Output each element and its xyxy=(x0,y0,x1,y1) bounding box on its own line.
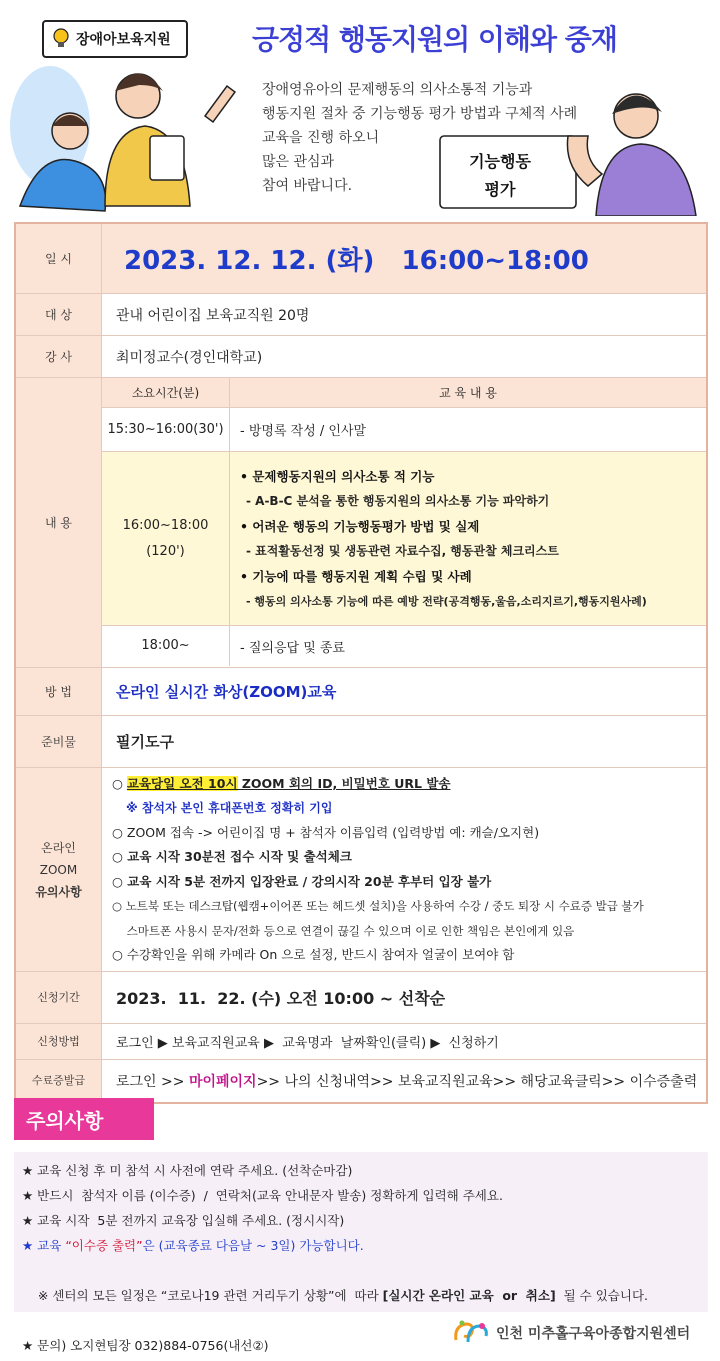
footer xyxy=(452,1318,690,1348)
row-instructor xyxy=(16,336,706,378)
caution-item: ★ 교육 시작 5분 전까지 교육장 입실해 주세요. (정시시작) xyxy=(22,1213,345,1228)
zoom-notice-list xyxy=(102,768,706,971)
label-content: 내 용 xyxy=(16,378,102,667)
row-content xyxy=(16,378,706,668)
notice-highlight: 교육당일 오전 10시 xyxy=(126,775,238,791)
label-certificate: 수료증발급 xyxy=(16,1060,102,1102)
notice-item-cont: 스마트폰 사용시 문자/전화 등으로 연결이 끊길 수 있으며 이로 인한 책임은 본인에게 있음 xyxy=(112,923,575,938)
value-certificate: 로그인 >> 마이페이지 >> 나의 신청내역>> 보육교직원교육>> 해당교육클릭>> 이수증출력 xyxy=(102,1060,706,1102)
value-apply-method: 로그인 ▶ 보육교직원교육 ▶ 교육명과 날짜확인(클릭) ▶ 신청하기 xyxy=(116,1036,499,1051)
row-zoom-notice xyxy=(16,768,706,972)
topic-subitem: - 행동의 의사소통 기능에 따른 예방 전략(공격행동,울음,소리지르기,행동지원사례) xyxy=(246,594,647,608)
mypage-highlight: 마이페이지 xyxy=(188,1074,257,1090)
intro-line: 참여 바랍니다. xyxy=(262,178,353,194)
page-title: 긍정적 행동지원의 이해와 중재 xyxy=(252,23,617,56)
time-range: 16:00~18:00 xyxy=(122,517,209,533)
value-instructor: 최미정교수(경인대학교) xyxy=(116,349,263,366)
lightbulb-icon xyxy=(52,28,70,50)
topic-subitem: - A-B-C 분석을 통한 행동지원의 의사소통 기능 파악하기 xyxy=(246,493,550,508)
topic-item: • 기능에 따를 행동지원 계획 수립 및 사례 xyxy=(240,568,472,584)
row-period xyxy=(16,972,706,1024)
row-target xyxy=(16,294,706,336)
schedule-content xyxy=(230,452,706,625)
intro-line: 장애영유아의 문제행동의 의사소통적 기능과 xyxy=(262,82,533,98)
schedule-row xyxy=(102,408,706,452)
sign-line: 평가 xyxy=(484,180,516,199)
sign-line: 기능행동 xyxy=(469,152,531,171)
center-logo-icon xyxy=(452,1318,490,1348)
schedule-header xyxy=(102,378,706,408)
label-target: 대 상 xyxy=(16,294,102,335)
sign-text xyxy=(440,148,560,204)
presenter-illustration xyxy=(566,86,720,216)
badge-label: 장애아보육지원 xyxy=(76,32,171,48)
caution-item: ★ 문의) 오지현팀장 032)884-0756(내선②) xyxy=(22,1338,269,1353)
organization-name: 인천 미추홀구육아종합지원센터 xyxy=(496,1326,691,1342)
caution-item: ★ 교육 “이수증 출력”은 (교육종료 다음날 ~ 3일) 가능합니다. xyxy=(22,1238,364,1253)
caution-item: ※ 센터의 모든 일정은 “코로나19 관련 거리두기 상황”에 따라 [실시간 온라인 교육 or 취소] 될 수 있습니다. xyxy=(37,1288,648,1303)
intro-line: 많은 관심과 xyxy=(262,154,335,170)
schedule-content: - 방명록 작성 / 인사말 xyxy=(240,424,367,439)
label-supplies: 준비물 xyxy=(16,716,102,767)
notice-item: ○ ZOOM 접속 -> 어린이집 명 + 참석자 이름입력 (입력방법 예: 캐슬/오지현) xyxy=(112,824,540,840)
row-date xyxy=(16,224,706,294)
row-apply-method xyxy=(16,1024,706,1060)
label-zoom-notice xyxy=(16,768,102,971)
content-schedule xyxy=(102,378,706,667)
notice-item: ○ 교육 시작 30분전 접수 시작 및 출석체크 xyxy=(112,849,352,864)
notice-item: ○ 수강확인을 위해 카메라 On 으로 설정, 반드시 참여자 얼굴이 보여야 함 xyxy=(112,947,515,962)
intro-line: 교육을 진행 하오니 xyxy=(262,130,380,146)
category-badge xyxy=(42,20,188,58)
teachers-illustration xyxy=(0,56,250,216)
value-method: 온라인 실시간 화상(ZOOM)교육 xyxy=(116,683,337,701)
intro-line: 행동지원 절차 중 기능행동 평가 방법과 구체적 사례 xyxy=(262,106,578,122)
caution-item: ★ 반드시 참석자 이름 (이수증) / 연락처(교육 안내문자 발송) 정확하게 입력해 주세요. xyxy=(22,1188,503,1203)
header-content: 교 육 내 용 xyxy=(439,386,497,400)
row-supplies xyxy=(16,716,706,768)
label-method: 방 법 xyxy=(16,668,102,715)
topic-item: • 문제행동지원의 의사소통 적 기능 xyxy=(240,468,435,484)
schedule-row xyxy=(102,626,706,666)
schedule-time: 15:30~16:00(30') xyxy=(102,408,230,451)
notice-item: ○ 교육당일 오전 10시 ZOOM 회의 ID, 비밀번호 URL 발송 xyxy=(112,775,451,791)
value-target: 관내 어린이집 보육교직원 20명 xyxy=(116,307,310,324)
caution-item: ★ 교육 신청 후 미 참석 시 사전에 연락 주세요. (선착순마감) xyxy=(22,1163,353,1178)
schedule-row xyxy=(102,452,706,626)
header-time: 소요시간(분) xyxy=(102,378,230,407)
label-period: 신청기간 xyxy=(16,972,102,1023)
schedule-time xyxy=(102,452,230,625)
label-line: 온라인 xyxy=(41,840,76,855)
caution-title: 주의사항 xyxy=(14,1098,154,1140)
label-instructor: 강 사 xyxy=(16,336,102,377)
topic-item: • 어려운 행동의 기능행동평가 방법 및 실제 xyxy=(240,518,480,534)
row-certificate xyxy=(16,1060,706,1102)
notice-item: ○ 교육 시작 5분 전까지 입장완료 / 강의시작 20분 후부터 입장 불가 xyxy=(112,873,492,889)
topic-subitem: - 표적활동선정 및 생동관련 자료수집, 행동관찰 체크리스트 xyxy=(246,543,559,558)
label-line: ZOOM xyxy=(39,862,78,877)
schedule-content: - 질의응답 및 종료 xyxy=(240,640,345,656)
label-date: 일 시 xyxy=(16,224,102,293)
notice-subnote: ※ 참석자 본인 휴대폰번호 정확히 기입 xyxy=(126,801,333,815)
label-apply-method: 신청방법 xyxy=(16,1024,102,1059)
info-table xyxy=(14,222,708,1104)
header xyxy=(0,0,720,222)
time-duration: (120') xyxy=(146,543,185,559)
value-supplies: 필기도구 xyxy=(116,733,174,751)
value-period: 2023. 11. 22. (수) 오전 10:00 ~ 선착순 xyxy=(116,989,446,1008)
notice-item: ○ 노트북 또는 데스크탑(웹캠+이어폰 또는 헤드셋 설치)을 사용하여 수강 / 중도 퇴장 시 수료증 발급 불가 xyxy=(112,899,644,913)
schedule-time: 18:00~ xyxy=(102,626,230,666)
row-method xyxy=(16,668,706,716)
value-date: 2023. 12. 12. (화) 16:00~18:00 xyxy=(102,224,706,293)
label-line: 유의사항 xyxy=(35,884,82,899)
